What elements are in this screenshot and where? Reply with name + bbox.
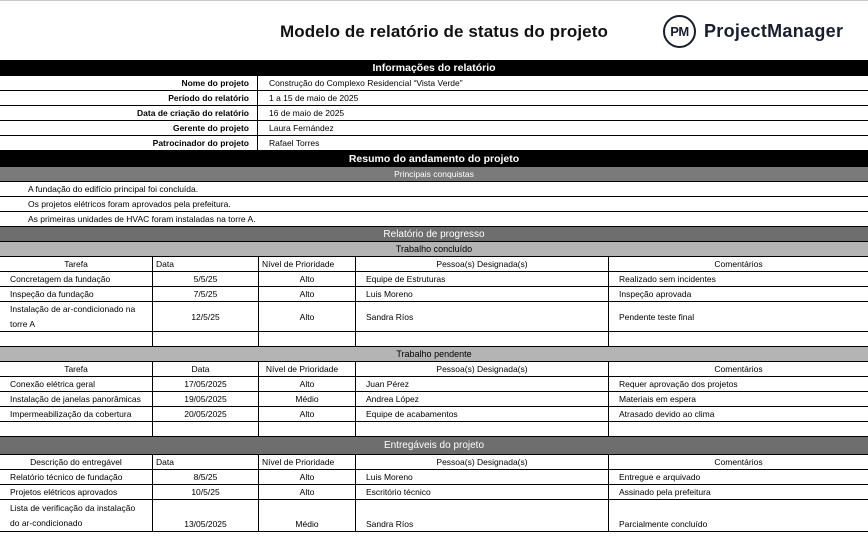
table-row — [0, 272, 868, 287]
cell-empty[interactable] — [153, 422, 259, 436]
achievement-item[interactable]: As primeiras unidades de HVAC foram instaladas na torre A. — [0, 212, 868, 227]
cell-priority[interactable]: Alto — [259, 377, 356, 391]
deliverables-table-header — [0, 455, 868, 470]
col-header-task: Tarefa — [0, 362, 153, 376]
cell-task[interactable]: Instalação de janelas panorâmicas — [0, 392, 153, 406]
cell-task[interactable]: Concretagem da fundação — [0, 272, 153, 286]
table-row — [0, 392, 868, 407]
col-header-date: Data — [153, 257, 259, 271]
cell-empty[interactable] — [356, 332, 609, 346]
table-row — [0, 302, 868, 332]
page-title: Modelo de relatório de status do projeto — [280, 22, 608, 41]
cell-priority[interactable]: Médio — [259, 392, 356, 406]
cell-comment[interactable]: Realizado sem incidentes — [619, 274, 716, 284]
cell-comment[interactable]: Parcialmente concluído — [619, 519, 708, 529]
cell-date[interactable]: 12/5/25 — [153, 302, 259, 331]
table-row — [0, 500, 868, 532]
cell-task[interactable]: Impermeabilização da cobertura — [0, 407, 153, 421]
achievement-item[interactable]: A fundação do edifício principal foi concluída. — [0, 182, 868, 197]
cell-comment[interactable]: Requer aprovação dos projetos — [619, 379, 738, 389]
col-header-assignee: Pessoa(s) Designada(s) — [356, 455, 609, 469]
cell-comment[interactable]: Atrasado devido ao clima — [619, 409, 715, 419]
cell-priority[interactable]: Alto — [259, 485, 356, 499]
cell-assignee[interactable]: Luis Moreno — [356, 287, 609, 301]
cell-deliverable[interactable]: Relatório técnico de fundação — [0, 470, 153, 484]
cell-assignee[interactable]: Juan Pérez — [356, 377, 609, 391]
cell-priority[interactable]: Alto — [259, 287, 356, 301]
cell-empty[interactable] — [609, 332, 868, 346]
cell-deliverable[interactable]: Lista de verificação da instalação do ar-condicionado — [0, 500, 153, 531]
cell-comment[interactable]: Inspeção aprovada — [619, 289, 692, 299]
cell-assignee[interactable]: Escritório técnico — [356, 485, 609, 499]
info-value[interactable]: 16 de maio de 2025 — [269, 108, 345, 118]
cell-priority[interactable]: Alto — [259, 407, 356, 421]
cell-date[interactable]: 5/5/25 — [153, 272, 259, 286]
info-row-sponsor — [0, 136, 868, 151]
status-report-sheet — [0, 60, 868, 532]
col-header-priority: Nível de Prioridade — [259, 257, 356, 271]
table-row — [0, 485, 868, 500]
cell-assignee[interactable]: Equipe de Estruturas — [356, 272, 609, 286]
achievement-item[interactable]: Os projetos elétricos foram aprovados pela prefeitura. — [0, 197, 868, 212]
cell-comment[interactable]: Pendente teste final — [619, 311, 695, 322]
cell-empty[interactable] — [0, 332, 153, 346]
cell-assignee[interactable]: Sandra Ríos — [356, 302, 609, 331]
cell-empty[interactable] — [356, 422, 609, 436]
cell-empty[interactable] — [609, 422, 868, 436]
cell-empty[interactable] — [259, 422, 356, 436]
deliverables-heading: Entregáveis do projeto — [0, 437, 868, 455]
col-header-comments: Comentários — [714, 364, 763, 374]
cell-date[interactable]: 7/5/25 — [153, 287, 259, 301]
table-row-empty — [0, 422, 868, 437]
table-row — [0, 470, 868, 485]
cell-task[interactable]: Inspeção da fundação — [0, 287, 153, 301]
col-header-task: Tarefa — [0, 257, 153, 271]
col-header-comments: Comentários — [714, 457, 763, 467]
info-value[interactable]: Rafael Torres — [269, 138, 320, 148]
summary-heading: Resumo do andamento do projeto — [0, 151, 868, 167]
col-header-priority: Nível de Prioridade — [259, 362, 356, 376]
table-row — [0, 377, 868, 392]
info-value[interactable]: 1 a 15 de maio de 2025 — [269, 93, 359, 103]
cell-date[interactable]: 17/05/2025 — [153, 377, 259, 391]
info-label: Período do relatório — [0, 91, 258, 105]
info-value[interactable]: Laura Fernández — [269, 123, 334, 133]
cell-comment[interactable]: Materiais em espera — [619, 394, 697, 404]
col-header-assignee: Pessoa(s) Designada(s) — [356, 362, 609, 376]
projectmanager-logo — [663, 15, 843, 48]
cell-date[interactable]: 13/05/2025 — [153, 500, 259, 531]
cell-date[interactable]: 20/05/2025 — [153, 407, 259, 421]
col-header-priority: Nível de Prioridade — [259, 455, 356, 469]
info-row-report-period — [0, 91, 868, 106]
info-value[interactable]: Construção do Complexo Residencial “Vista Verde” — [269, 78, 463, 88]
info-label: Patrocinador do projeto — [0, 136, 258, 150]
pending-table-header — [0, 362, 868, 377]
pending-work-heading: Trabalho pendente — [0, 347, 868, 362]
cell-comment[interactable]: Assinado pela prefeitura — [619, 487, 711, 497]
cell-deliverable[interactable]: Projetos elétricos aprovados — [0, 485, 153, 499]
cell-assignee[interactable]: Andrea López — [356, 392, 609, 406]
cell-comment[interactable]: Entregue e arquivado — [619, 472, 701, 482]
info-label: Gerente do projeto — [0, 121, 258, 135]
completed-table-header — [0, 257, 868, 272]
completed-work-heading: Trabalho concluído — [0, 242, 868, 257]
pm-logo-icon: PM — [663, 15, 696, 48]
info-label: Nome do projeto — [0, 76, 258, 90]
info-row-project-name — [0, 76, 868, 91]
report-info-heading: Informações do relatório — [0, 60, 868, 76]
achievements-heading: Principais conquistas — [0, 167, 868, 182]
cell-empty[interactable] — [153, 332, 259, 346]
progress-report-heading: Relatório de progresso — [0, 227, 868, 242]
info-row-creation-date — [0, 106, 868, 121]
cell-date[interactable]: 8/5/25 — [153, 470, 259, 484]
col-header-comments: Comentários — [714, 259, 763, 269]
table-row — [0, 287, 868, 302]
col-header-deliverable: Descrição do entregável — [0, 455, 153, 469]
cell-assignee[interactable]: Equipe de acabamentos — [356, 407, 609, 421]
cell-assignee[interactable]: Sandra Ríos — [356, 500, 609, 531]
table-row-empty — [0, 332, 868, 347]
info-label: Data de criação do relatório — [0, 106, 258, 120]
cell-date[interactable]: 19/05/2025 — [153, 392, 259, 406]
cell-assignee[interactable]: Luis Moreno — [356, 470, 609, 484]
cell-priority[interactable]: Alto — [259, 302, 356, 331]
table-row — [0, 407, 868, 422]
col-header-date: Data — [153, 455, 259, 469]
logo-wordmark: ProjectManager — [704, 21, 844, 41]
top-divider — [0, 0, 868, 1]
cell-priority[interactable]: Alto — [259, 272, 356, 286]
col-header-assignee: Pessoa(s) Designada(s) — [356, 257, 609, 271]
cell-priority[interactable]: Alto — [259, 470, 356, 484]
cell-priority[interactable]: Médio — [259, 500, 356, 531]
cell-date[interactable]: 10/5/25 — [153, 485, 259, 499]
cell-task[interactable]: Conexão elétrica geral — [0, 377, 153, 391]
col-header-date: Data — [153, 362, 259, 376]
info-row-project-manager — [0, 121, 868, 136]
cell-task[interactable]: Instalação de ar-condicionado na torre A — [0, 302, 153, 331]
cell-empty[interactable] — [0, 422, 153, 436]
cell-empty[interactable] — [259, 332, 356, 346]
